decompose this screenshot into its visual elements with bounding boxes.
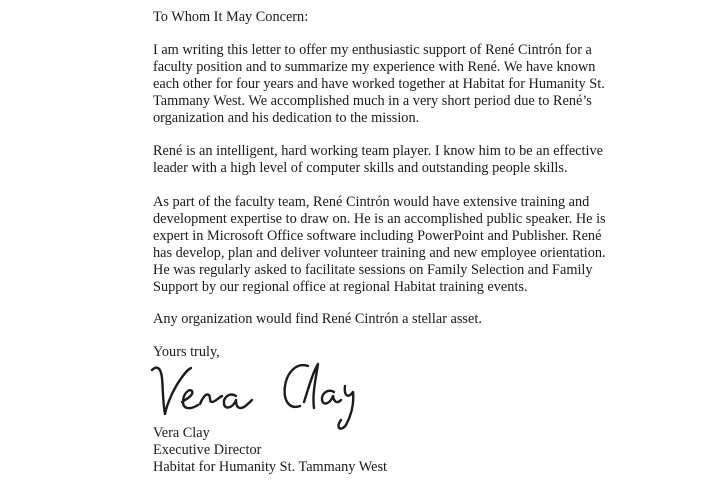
handwritten-signature [148, 352, 368, 430]
paragraph-3-line-3: expert in Microsoft Office software including PowerPoint and Publisher. René [153, 228, 602, 244]
signer-organization: Habitat for Humanity St. Tammany West [153, 459, 387, 475]
paragraph-2-line-1: René is an intelligent, hard working team player. I know him to be an effective [153, 143, 603, 159]
paragraph-3-line-6: Support by our regional office at regional Habitat training events. [153, 279, 528, 295]
paragraph-1-line-4: Tammany West. We accomplished much in a very short period due to René’s [153, 93, 592, 109]
paragraph-3-line-1: As part of the faculty team, René Cintrón would have extensive training and [153, 194, 590, 210]
paragraph-3-line-5: He was regularly asked to facilitate sessions on Family Selection and Family [153, 262, 593, 278]
paragraph-1-line-5: organization and his dedication to the mission. [153, 110, 420, 126]
paragraph-2-line-2: leader with a high level of computer skills and outstanding people skills. [153, 160, 568, 176]
paragraph-1-line-2: faculty position and to summarize my experience with René. We have known [153, 59, 596, 75]
paragraph-3-line-2: development expertise to draw on. He is an accomplished public speaker. He is [153, 211, 606, 227]
paragraph-3-line-4: has develop, plan and deliver volunteer training and new employee orientation. [153, 245, 606, 261]
salutation: To Whom It May Concern: [153, 9, 309, 25]
paragraph-1-line-3: each other for four years and have worked together at Habitat for Humanity St. [153, 76, 605, 92]
signer-title: Executive Director [153, 442, 262, 458]
signer-name: Vera Clay [153, 425, 210, 441]
paragraph-4-line-1: Any organization would find René Cintrón a stellar asset. [153, 311, 482, 327]
closing: Yours truly, [153, 344, 220, 360]
paragraph-1-line-1: I am writing this letter to offer my enthusiastic support of René Cintrón for a [153, 42, 592, 58]
